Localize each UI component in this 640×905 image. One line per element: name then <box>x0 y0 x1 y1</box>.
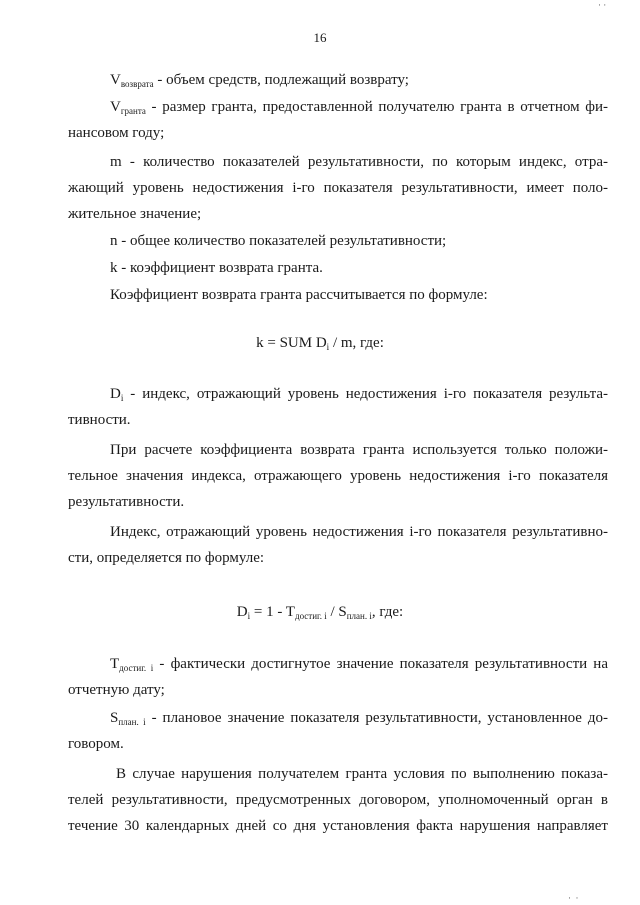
def-s-line1: $S_{план. i}$ - плановое значение показателя результативности, установленное до- <box>110 710 609 727</box>
formula-k: k = SUM $D_i$ / m, где: <box>256 335 384 352</box>
coef-intro: Коэффициент возврата гранта рассчитывается по формуле: <box>110 287 488 303</box>
def-di-line2: тивности. <box>68 412 131 428</box>
para-violation-line2: телей результативности, предусмотренных договором, уполномоченный орган в <box>68 792 608 808</box>
para-positive-line2: тельное значения индекса, отражающего уровень недостижения i-го показателя <box>68 468 608 484</box>
para-index-line1: Индекс, отражающий уровень недостижения i-го показателя результативно- <box>110 524 608 540</box>
page-number: 16 <box>313 30 327 45</box>
para-index-line2: сти, определяется по формуле: <box>68 550 265 566</box>
def-v-grant-line2: нансовом году; <box>68 125 165 141</box>
formula-di: $D_i = 1 - T_{достиг. i} / S_{план. i}$, где: <box>236 604 404 621</box>
def-m-line1: m - количество показателей результативности, по которым индекс, отра- <box>110 154 608 170</box>
def-m-line3: жительное значение; <box>68 206 202 222</box>
scan-mark-top: · · <box>598 0 607 10</box>
def-v-return: $V_{возврата}$ - объем средств, подлежащий возврату; <box>110 72 409 89</box>
def-t-line1: $T_{достиг. i}$ - фактически достигнутое значение показателя результативности на <box>110 656 608 673</box>
para-violation-line1: В случае нарушения получателем гранта условия по выполнению показа- <box>116 766 608 782</box>
def-k: k - коэффициент возврата гранта. <box>110 260 323 276</box>
def-t-line2: отчетную дату; <box>68 682 165 698</box>
def-s-line2: говором. <box>68 736 124 752</box>
def-v-grant-line1: $V_{гранта}$ - размер гранта, предоставленной получателю гранта в отчетном фи- <box>110 99 608 116</box>
para-violation-line3: течение 30 календарных дней со дня установления факта нарушения направляет <box>68 818 608 834</box>
scan-mark-bottom: · · <box>568 893 579 903</box>
para-positive-line3: результативности. <box>68 494 185 510</box>
def-m-line2: жающий уровень недостижения i-го показателя результативности, имеет поло- <box>68 180 608 196</box>
def-n: n - общее количество показателей результативности; <box>110 233 447 249</box>
def-di-line1: $D_i$ - индекс, отражающий уровень недостижения i-го показателя результа- <box>110 386 608 403</box>
para-positive-line1: При расчете коэффициента возврата гранта используется только положи- <box>110 442 608 458</box>
